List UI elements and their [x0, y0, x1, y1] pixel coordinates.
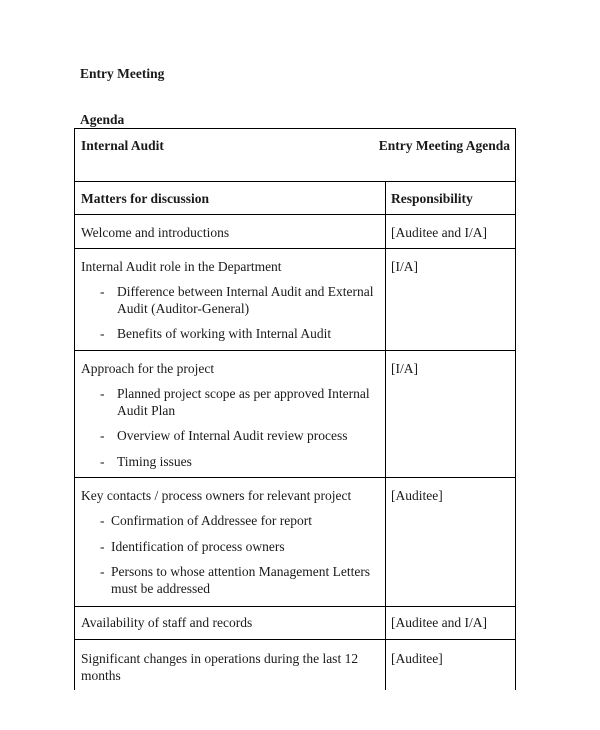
row-divider — [75, 639, 515, 640]
bullet-text: Planned project scope as per approved Internal Audit Plan — [117, 386, 370, 418]
responsibility-text: [Auditee] — [391, 488, 443, 503]
bullet-marker: - — [100, 538, 105, 554]
bullet-text: Identification of process owners — [111, 538, 285, 554]
agenda-label: Agenda — [80, 112, 125, 127]
row-divider — [75, 477, 515, 478]
responsibility-text: [Auditee and I/A] — [391, 225, 487, 240]
matter-text: Approach for the project — [81, 361, 215, 376]
column-divider — [385, 181, 386, 690]
bullet-item — [100, 428, 377, 445]
bullet-item — [100, 538, 377, 556]
bullet-marker: - — [100, 386, 105, 401]
column-header-matters: Matters for discussion — [81, 191, 209, 206]
row-divider — [75, 606, 515, 607]
bullet-item — [100, 453, 377, 471]
bullet-marker: - — [100, 326, 105, 341]
bullet-text: Persons to whose attention Management Letters must be addressed — [111, 564, 371, 596]
bullet-text: Timing issues — [117, 453, 192, 469]
bullet-list — [100, 386, 377, 470]
bullet-marker: - — [100, 428, 105, 443]
bullet-marker: - — [100, 513, 105, 528]
bullet-item — [100, 513, 377, 530]
bullet-marker: - — [100, 453, 105, 469]
matter-text: Significant changes in operations during the last 12 months — [81, 651, 359, 683]
bullet-text: Benefits of working with Internal Audit — [117, 326, 332, 341]
bullet-list — [100, 284, 377, 343]
bullet-text: Confirmation of Addressee for report — [111, 513, 312, 528]
bullet-text: Difference between Internal Audit and External Audit (Auditor-General) — [117, 284, 374, 316]
matter-text: Key contacts / process owners for relevant project — [81, 488, 352, 503]
row-divider — [75, 248, 515, 249]
bullet-item — [100, 386, 377, 419]
bullet-marker: - — [100, 284, 105, 299]
matter-text: Availability of staff and records — [81, 615, 253, 630]
bullet-item — [100, 564, 377, 597]
matter-text: Internal Audit role in the Department — [81, 259, 282, 274]
responsibility-text: [Auditee] — [391, 651, 443, 666]
bullet-item — [100, 284, 377, 317]
bullet-text: Overview of Internal Audit review process — [117, 428, 348, 443]
row-divider — [75, 214, 515, 215]
document-title: Entry Meeting — [80, 66, 165, 81]
bullet-list — [100, 513, 377, 597]
header-internal-audit: Internal Audit — [81, 138, 164, 153]
row-divider — [75, 350, 515, 351]
agenda-table — [74, 128, 516, 690]
header-entry-meeting-agenda: Entry Meeting Agenda — [378, 138, 510, 153]
column-header-responsibility: Responsibility — [391, 191, 473, 206]
bullet-marker: - — [100, 564, 105, 579]
responsibility-text: [I/A] — [391, 259, 418, 274]
responsibility-text: [Auditee and I/A] — [391, 615, 487, 630]
matter-text: Welcome and introductions — [81, 225, 230, 240]
bullet-item — [100, 326, 377, 343]
row-divider — [75, 181, 515, 182]
responsibility-text: [I/A] — [391, 361, 418, 376]
